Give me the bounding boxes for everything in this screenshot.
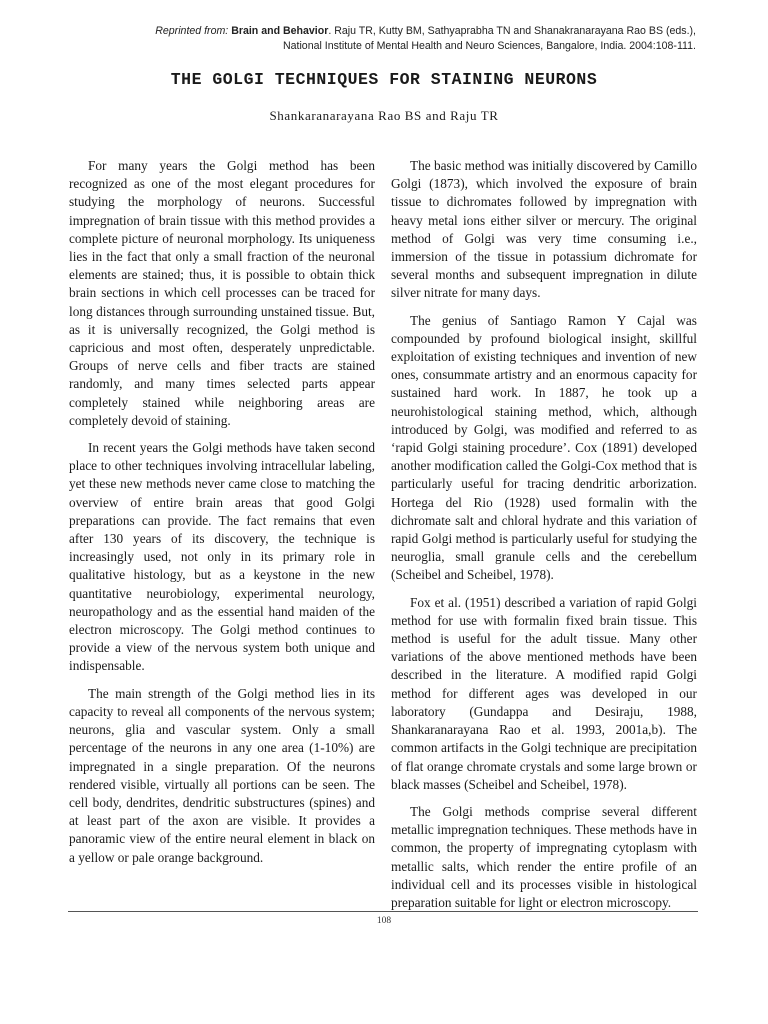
page-number: 108: [376, 916, 392, 926]
book-title: Brain and Behavior: [231, 25, 329, 37]
footer-divider: [68, 911, 698, 912]
publisher-line: National Institute of Mental Health and Neuro Sciences, Bangalore, India. 2004:108-111.: [282, 40, 696, 52]
reprint-citation: [56, 24, 696, 54]
paragraph: The main strength of the Golgi method lies in its capacity to reveal all components of the nervous system; neurons, glia and vascular system. Only a small percentage of the neurons in any one area (1-10%) are impregnated in a single preparation. Of the neurons rendered visible, virtually all portions can be seen. The cell body, dendrites, dendritic substructures (spines) and at least part of the axon are visible. It provides a panoramic view of the entire neural element in black on a yellow or pale orange background.: [69, 685, 375, 865]
reprint-prefix: Reprinted from:: [155, 25, 229, 37]
left-column: [69, 157, 375, 876]
article-title: THE GOLGI TECHNIQUES FOR STAINING NEURONS: [170, 70, 598, 89]
paragraph: For many years the Golgi method has been recognized as one of the most elegant procedures for studying the morphology of neurons. Successful impregnation of brain tissue with this method provides a complete picture of neuronal morphology. Its uniqueness lies in the fact that only a small fraction of the neuronal elements are stained; thus, it is possible to obtain thick brain sections in which cell processes can be traced for long distances through surrounding unstained tissue. But, as it is universally recognized, the Golgi method is capricious and most often, desperately unpredictable. Groups of nerve cells and fiber tracts are stained randomly, and many times selected parts appear completely stained while neighboring areas are completely devoid of staining.: [69, 158, 375, 428]
article-authors: Shankaranarayana Rao BS and Raju TR: [269, 108, 499, 123]
paragraph: Fox et al. (1951) described a variation of rapid Golgi method for use with formalin fixed brain tissue. This method is useful for the adult tissue. Many other variations of the above mentioned methods have been described in the literature. A modified rapid Golgi method for different ages was developed in our laboratory (Gundappa and Desiraju, 1988, Shankaranarayana Rao et al. 1993, 2001a,b). The common artifacts in the Golgi technique are precipitation of flat orange chromate crystals and some large brown or black masses (Scheibel and Scheibel, 1978).: [391, 594, 697, 792]
paragraph: In recent years the Golgi methods have taken second place to other techniques involving intracellular labeling, yet these new methods never came close to matching the overview of entire brain areas that good Golgi preparations can provide. The fact remains that even after 130 years of its discovery, the technique is increasingly used, not only in its primary role in qualitative histology, but as a keystone in the new quantitative neurobiology, experimental neurology, neuropathology and as the essential hand maiden of the electron microscopy. The Golgi method continues to provide a view of the nervous system both unique and indispensable.: [69, 440, 375, 674]
reprint-line-1: [56, 24, 696, 39]
right-column: [391, 157, 697, 921]
paragraph: The Golgi methods comprise several different metallic impregnation techniques. These methods have in common, the property of impregnating cytoplasm with metallic salts, which render the entire profile of an individual cell and its processes visible in histological preparation suitable for light or electron microscopy.: [391, 803, 697, 910]
editors: . Raju TR, Kutty BM, Sathyaprabha TN and Shanakranarayana Rao BS (eds.),: [328, 25, 696, 37]
paragraph: The basic method was initially discovered by Camillo Golgi (1873), which involved the exposure of brain tissue to dichromates followed by impregnation with heavy metal ions either silver or mercury. The original method of Golgi was very time consuming i.e., immersion of the tissue in potassium dichromate for several months and subsequent impregnation in dilute silver nitrate for many days.: [391, 158, 697, 301]
paragraph: The genius of Santiago Ramon Y Cajal was compounded by profound biological insight, skillful exploitation of existing techniques and invention of new ones, consummate artistry and an enormous capacity for sustained hard work. In 1887, he took up a neurohistological staining method, which, although introduced by Golgi, was modified and referred to as ‘rapid Golgi staining procedure’. Cox (1891) developed another modification called the Golgi-Cox method that is particularly useful for tracing dendritic arborization. Hortega del Rio (1928) used formalin with the dichromate salt and chloral hydrate and this variation of rapid Golgi method is particularly useful for studying the neuroglia, small granule cells and the cerebellum (Scheibel and Scheibel, 1978).: [391, 312, 697, 583]
